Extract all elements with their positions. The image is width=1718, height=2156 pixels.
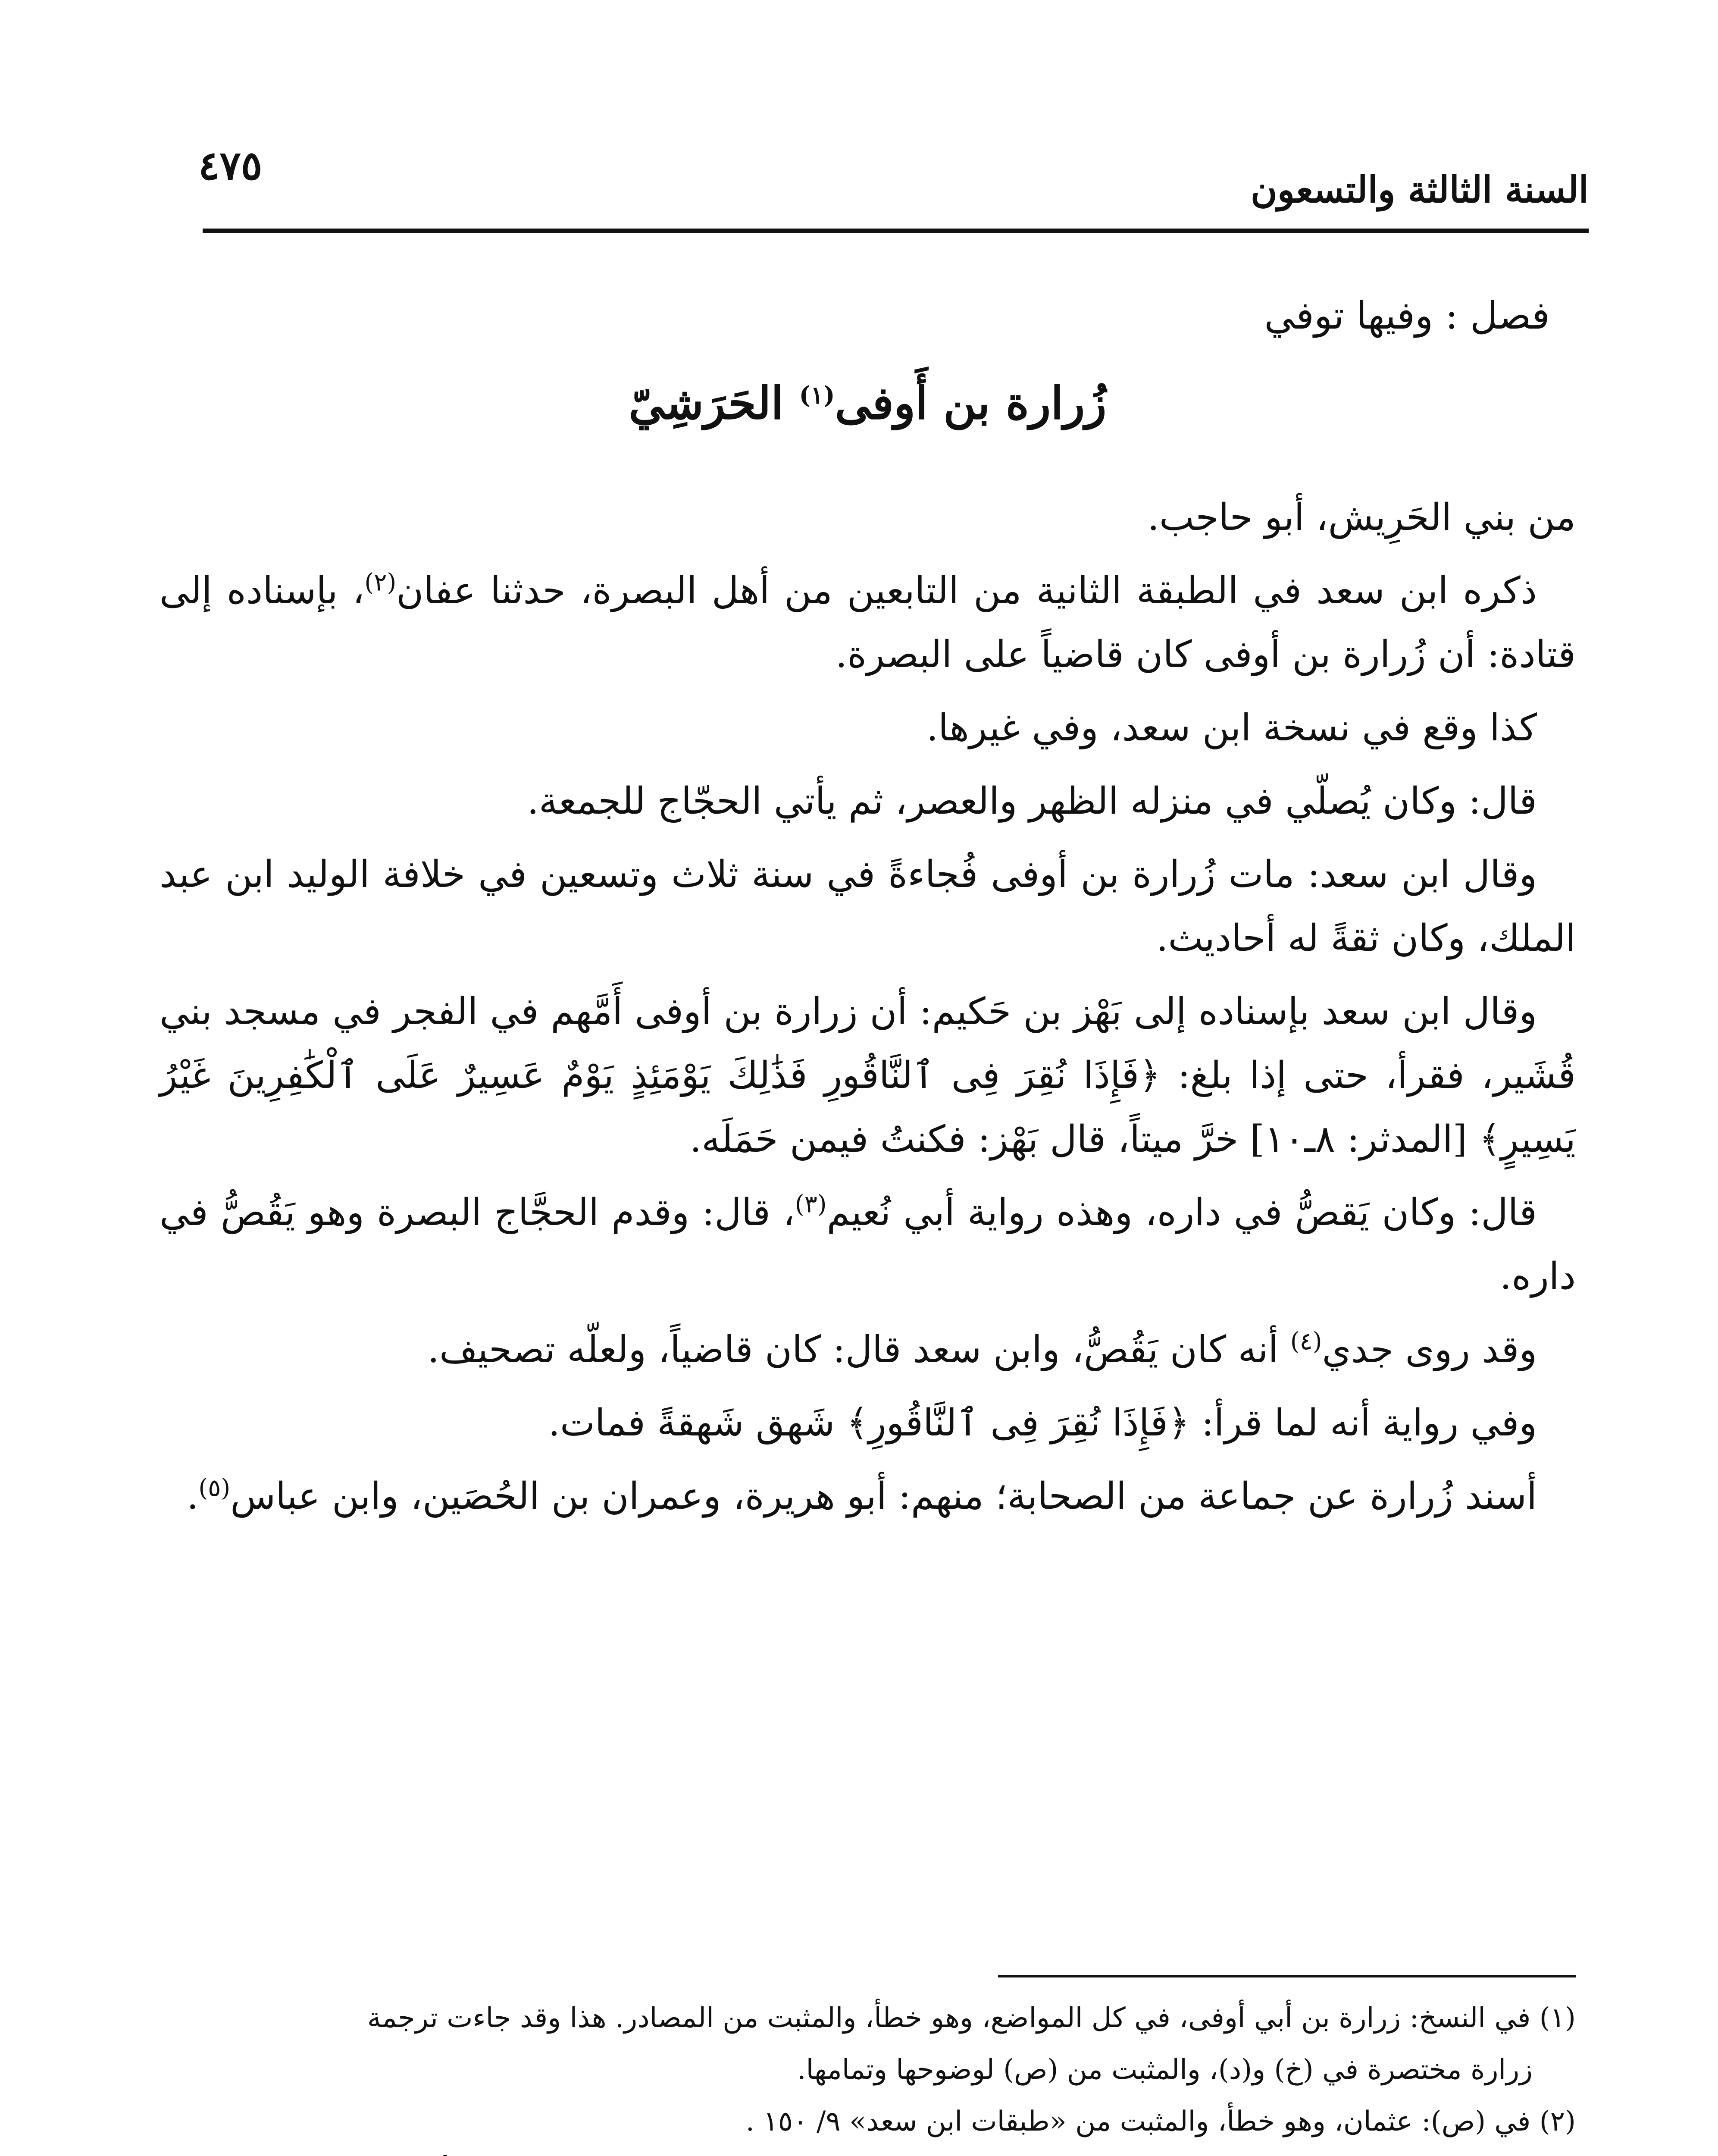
paragraph-text: .: [187, 1475, 199, 1518]
paragraph-prayer: قال: وكان يُصلّي في منزله الظهر والعصر، ثم يأتي الحجّاج للجمعة.: [527, 780, 1537, 823]
footnote-ref-2: (٢): [364, 568, 397, 597]
paragraph-grandfather: [160, 1318, 1576, 1382]
footnote-text: زرارة مختصرة في (خ) و(د)، والمثبت من (ص) لوضوحها وتمامها.: [797, 2054, 1533, 2086]
footnote-ref-3: (٣): [795, 1190, 827, 1219]
page-number: ٤٧٥: [198, 142, 263, 189]
paragraph-death: وقال ابن سعد: مات زُرارة بن أوفى فُجاءةً في سنة ثلاث وتسعين في خلافة الوليد ابن عبد الملك، وكان ثقةً له أحاديث.: [160, 853, 1576, 960]
paragraph-text: ، قال: وقدم الحجَّاج البصرة وهو يَقُصُّ في داره.: [160, 1191, 1576, 1298]
main-text: [160, 293, 1576, 1538]
running-title: السنة الثالثة والتسعون: [1251, 168, 1589, 211]
footnote-3: [168, 2147, 1576, 2156]
paragraph-copy-note: كذا وقع في نسخة ابن سعد، وفي غيرها.: [926, 706, 1537, 749]
footnote-ref-4: (٤): [1290, 1327, 1322, 1356]
paragraph-text: قال: وكان يَقصُّ في داره، وهذه رواية أبي نُعيم: [826, 1191, 1537, 1234]
paragraph-text: وقد روى جدي: [1322, 1328, 1537, 1371]
footnote-ref-5: (٥): [198, 1474, 231, 1502]
footnote-1: [168, 1992, 1576, 2096]
page-header: [198, 142, 1589, 233]
paragraph-text: ، بإسناده إلى قتادة: أن زُرارة بن أوفى كان قاضياً على البصرة.: [160, 569, 1576, 676]
paragraph-ibn-saad-tabaqa: [160, 559, 1576, 686]
footnote-rule: [998, 1975, 1576, 1977]
paragraph-text: أسند زُرارة عن جماعة من الصحابة؛ منهم: أبو هريرة، وعمران بن الحُصَين، وابن عباس: [230, 1475, 1537, 1518]
footnotes: [168, 1992, 1576, 2156]
paragraph-another-narration: وفي رواية أنه لما قرأ: ﴿فَإِذَا نُقِرَ فِى ٱلنَّاقُورِ﴾ شَهق شَهقةً فمات.: [548, 1401, 1537, 1445]
paragraph-lineage: من بني الحَرِيش، أبو حاجب.: [1147, 496, 1576, 539]
footnote-text: (١) في النسخ: زرارة بن أبي أوفى، في كل المواضع، وهو خطأ، والمثبت من المصادر. هذا وقد جاءت ترجمة: [367, 2002, 1576, 2034]
bio-nisba: الحَرَشِيّ: [629, 376, 784, 429]
footnote-ref-1: (١): [799, 381, 835, 410]
footnote-2: (٢) في (ص): عثمان، وهو خطأ، والمثبت من «طبقات ابن سعد» ٩/ ١٥٠ .: [745, 2106, 1576, 2137]
paragraph-bahz-narration: وقال ابن سعد بإسناده إلى بَهْز بن حَكيم: أن زرارة بن أوفى أَمَّهم في الفجر في مسجد بني قُشَير، فقرأ، حتى إذا بلغ: ﴿فَإِذَا نُقِرَ فِى ٱلنَّاقُورِ فَذَٰلِكَ يَوْمَئِذٍ يَوْمٌ عَسِيرٌ عَلَى ٱلْكَٰفِرِينَ غَيْرُ يَسِيرٍ﴾ [المدثر: ٨ـ١٠] خرَّ ميتاً، قال بَهْز: فكنتُ فيمن حَمَلَه.: [160, 990, 1576, 1161]
paragraph-text: ذكره ابن سعد في الطبقة الثانية من التابعين من أهل البصرة، حدثنا عفان: [396, 569, 1537, 612]
paragraph-abu-nuaym: [160, 1181, 1576, 1308]
paragraph-companions: [160, 1464, 1576, 1528]
paragraph-text: أنه كان يَقُصُّ، وابن سعد قال: كان قاضياً، ولعلّه تصحيف.: [427, 1328, 1290, 1371]
bio-name: زُرارة بن أَوفى: [835, 376, 1107, 429]
section-heading: فصل : وفيها توفي: [1264, 293, 1550, 338]
header-rule: [203, 229, 1589, 233]
biography-title: [160, 376, 1576, 429]
